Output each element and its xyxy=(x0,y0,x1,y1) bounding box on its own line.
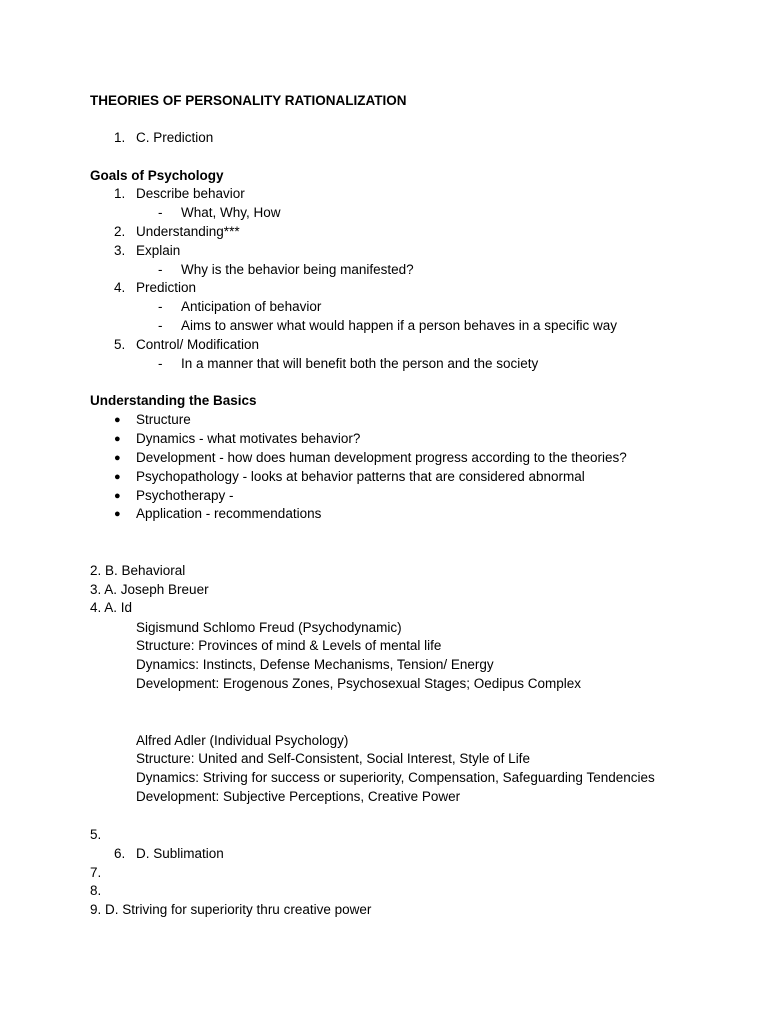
list-number: 4. xyxy=(114,280,126,295)
adler-heading: Alfred Adler (Individual Psychology) xyxy=(136,733,349,748)
sub-text: Why is the behavior being manifested? xyxy=(181,262,414,277)
bullet-text: Dynamics - what motivates behavior? xyxy=(136,431,361,446)
list-number: 2. xyxy=(114,224,126,239)
bullet-marker: ● xyxy=(114,490,121,502)
answer-9: 9. D. Striving for superiority thru creative power xyxy=(90,902,372,917)
answer-7: 7. xyxy=(90,865,102,880)
bullet-marker: ● xyxy=(114,452,121,464)
bullet-text: Psychopathology - looks at behavior patterns that are considered abnormal xyxy=(136,469,585,484)
bullet-marker: ● xyxy=(114,471,121,483)
list-text: C. Prediction xyxy=(136,130,214,145)
freud-dynamics: Dynamics: Instincts, Defense Mechanisms, Tension/ Energy xyxy=(136,657,494,672)
answer-3: 3. A. Joseph Breuer xyxy=(90,582,209,597)
bullet-text: Application - recommendations xyxy=(136,506,322,521)
list-number: 6. xyxy=(114,846,126,861)
answer-2: 2. B. Behavioral xyxy=(90,563,186,578)
bullet-text: Structure xyxy=(136,412,191,427)
list-number: 1. xyxy=(114,186,126,201)
list-number: 3. xyxy=(114,243,126,258)
bullet-marker: ● xyxy=(114,414,121,426)
sub-text: Anticipation of behavior xyxy=(181,299,322,314)
list-text: Explain xyxy=(136,243,181,258)
dash-marker: - xyxy=(158,205,163,220)
answer-5: 5. xyxy=(90,827,102,842)
freud-development: Development: Erogenous Zones, Psychosexual Stages; Oedipus Complex xyxy=(136,676,581,691)
list-text: Control/ Modification xyxy=(136,337,260,352)
list-text: D. Sublimation xyxy=(136,846,224,861)
dash-marker: - xyxy=(158,318,163,333)
answer-4: 4. A. Id xyxy=(90,600,133,615)
sub-text: What, Why, How xyxy=(181,205,281,220)
bullet-text: Development - how does human development progress according to the theories? xyxy=(136,450,627,465)
dash-marker: - xyxy=(158,262,163,277)
adler-development: Development: Subjective Perceptions, Creative Power xyxy=(136,789,461,804)
list-number: 1. xyxy=(114,130,126,145)
bullet-marker: ● xyxy=(114,508,121,520)
section-heading-basics: Understanding the Basics xyxy=(90,393,257,408)
list-number: 5. xyxy=(114,337,126,352)
section-heading-goals: Goals of Psychology xyxy=(90,168,224,183)
answer-8: 8. xyxy=(90,883,102,898)
adler-structure: Structure: United and Self-Consistent, Social Interest, Style of Life xyxy=(136,751,530,766)
sub-text: In a manner that will benefit both the person and the society xyxy=(181,356,539,371)
sub-text: Aims to answer what would happen if a person behaves in a specific way xyxy=(181,318,617,333)
adler-dynamics: Dynamics: Striving for success or superiority, Compensation, Safeguarding Tendencies xyxy=(136,770,655,785)
bullet-text: Psychotherapy - xyxy=(136,488,234,503)
list-text: Describe behavior xyxy=(136,186,245,201)
bullet-marker: ● xyxy=(114,433,121,445)
document-title: THEORIES OF PERSONALITY RATIONALIZATION xyxy=(90,93,407,108)
freud-structure: Structure: Provinces of mind & Levels of mental life xyxy=(136,638,442,653)
dash-marker: - xyxy=(158,356,163,371)
freud-heading: Sigismund Schlomo Freud (Psychodynamic) xyxy=(136,620,402,635)
list-text: Understanding*** xyxy=(136,224,240,239)
list-text: Prediction xyxy=(136,280,197,295)
dash-marker: - xyxy=(158,299,163,314)
